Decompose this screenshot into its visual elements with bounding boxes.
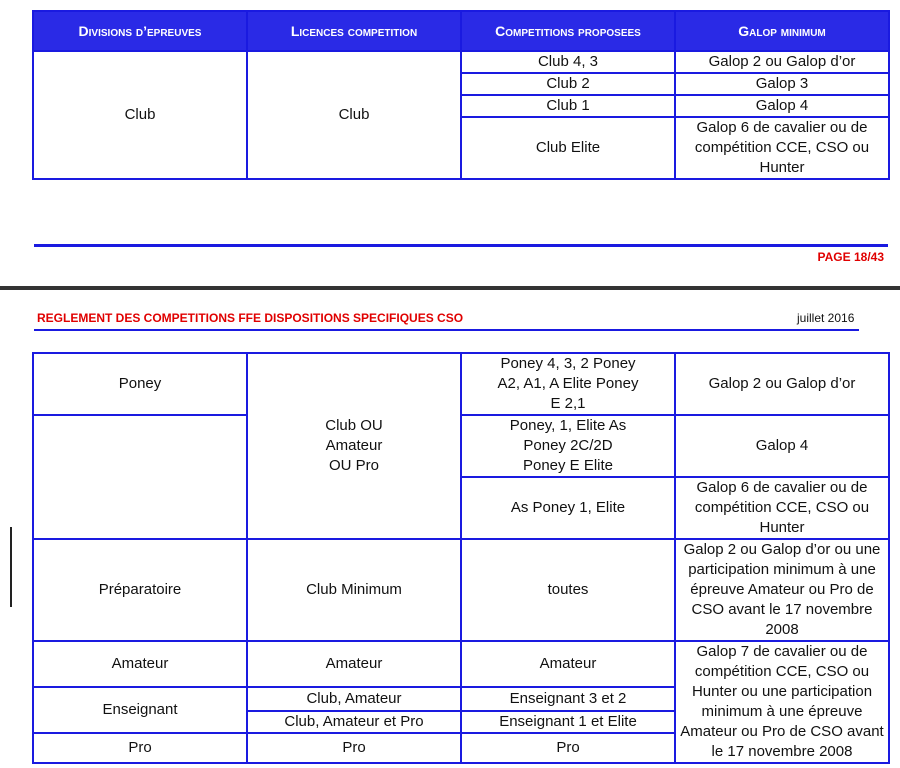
- document-date: juillet 2016: [797, 311, 855, 325]
- margin-change-bar: [10, 527, 12, 607]
- competition-cell: Pro: [461, 733, 675, 763]
- competition-cell: Club 1: [461, 95, 675, 117]
- licence-cell: Club, Amateur et Pro: [247, 711, 461, 733]
- licence-cell: [247, 353, 461, 539]
- licence-cell: Club: [247, 51, 461, 179]
- competition-cell: Club 2: [461, 73, 675, 95]
- table-header-row: [33, 11, 889, 51]
- galop-cell: Galop 7 de cavalier ou de compétition CCE, CSO ou Hunter ou une participation minimum à une épreuve Amateur ou Pro de CSO avant le 17 novembre 2008: [675, 641, 889, 763]
- table-row: [33, 539, 889, 641]
- col-header-divisions: Divisions d’epreuves: [33, 11, 247, 51]
- galop-cell: Galop 2 ou Galop d’or ou une participation minimum à une épreuve Amateur ou Pro de CSO avant le 17 novembre 2008: [675, 539, 889, 641]
- table-row: [33, 51, 889, 73]
- competition-cell: Enseignant 1 et Elite: [461, 711, 675, 733]
- competition-cell: Enseignant 3 et 2: [461, 687, 675, 711]
- galop-cell: Galop 3: [675, 73, 889, 95]
- galop-cell: Galop 6 de cavalier ou de compétition CCE, CSO ou Hunter: [675, 117, 889, 179]
- galop-cell: Galop 4: [675, 415, 889, 477]
- division-cell: Amateur: [33, 641, 247, 687]
- divisions-table-bottom: [32, 352, 890, 764]
- col-header-competitions: Competitions proposees: [461, 11, 675, 51]
- competition-cell: Amateur: [461, 641, 675, 687]
- page-separator: [0, 286, 900, 290]
- competition-cell: As Poney 1, Elite: [461, 477, 675, 539]
- competition-cell: Club 4, 3: [461, 51, 675, 73]
- division-cell: Club: [33, 51, 247, 179]
- divisions-table-top: [32, 10, 890, 180]
- licence-cell: Club Minimum: [247, 539, 461, 641]
- document-title: REGLEMENT DES COMPETITIONS FFE DISPOSITIONS SPECIFIQUES CSO: [37, 311, 464, 325]
- division-cell: Pro: [33, 733, 247, 763]
- competition-cell: Poney 4, 3, 2 Poney A2, A1, A Elite Poney E 2,1: [461, 353, 675, 415]
- header-rule: [34, 329, 859, 331]
- competition-cell: toutes: [461, 539, 675, 641]
- galop-cell: Galop 6 de cavalier ou de compétition CCE, CSO ou Hunter: [675, 477, 889, 539]
- competition-cell: Club Elite: [461, 117, 675, 179]
- licence-text: Club OU Amateur OU Pro: [325, 417, 383, 474]
- table-row: [33, 415, 889, 477]
- galop-cell: Galop 2 ou Galop d’or: [675, 353, 889, 415]
- division-cell: Poney: [33, 353, 247, 415]
- col-header-licences: Licences competition: [247, 11, 461, 51]
- division-cell-empty: [33, 415, 247, 539]
- licence-cell: Amateur: [247, 641, 461, 687]
- division-cell: Préparatoire: [33, 539, 247, 641]
- page-number: PAGE 18/43: [817, 250, 884, 264]
- galop-cell: Galop 4: [675, 95, 889, 117]
- licence-cell: Pro: [247, 733, 461, 763]
- galop-cell: Galop 2 ou Galop d’or: [675, 51, 889, 73]
- licence-cell: Club, Amateur: [247, 687, 461, 711]
- footer-rule: [34, 244, 888, 247]
- competition-cell: Poney, 1, Elite As Poney 2C/2D Poney E Elite: [461, 415, 675, 477]
- table-row: [33, 641, 889, 687]
- col-header-galop: Galop minimum: [675, 11, 889, 51]
- table-row: [33, 353, 889, 415]
- division-cell: Enseignant: [33, 687, 247, 733]
